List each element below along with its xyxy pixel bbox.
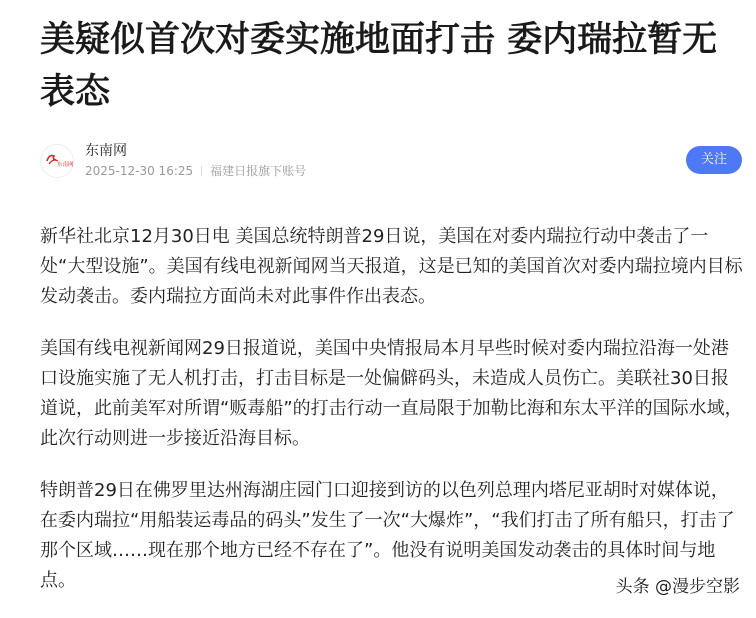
source-affiliation: 福建日报旗下账号 (210, 164, 307, 178)
watermark: 头条 @漫步空影 (615, 577, 740, 597)
follow-button[interactable]: 关注 (686, 146, 742, 174)
source-name[interactable]: 东南网 (85, 143, 127, 159)
article-title: 美疑似首次对委实施地面打击 委内瑞拉暂无表态 (40, 20, 718, 112)
source-logo-icon (44, 148, 74, 174)
meta-divider (201, 166, 202, 176)
article-body (40, 222, 746, 618)
source-logo-text: 东南网 (57, 162, 74, 168)
article-paragraph: 美国有线电视新闻网29日报道说，美国中央情报局本月早些时候对委内瑞拉沿海一处港口设施实施了无人机打击，打击目标是一处偏僻码头，未造成人员伤亡。美联社30日报道说，此前美军对所谓“贩毒船”的打击行动一直局限于加勒比海和东太平洋的国际水域，此次行动则进一步接近沿海目标。 (40, 338, 743, 449)
article-meta (85, 162, 306, 180)
article-paragraph: 特朗普29日在佛罗里达州海湖庄园门口迎接到访的以色列总理内塔尼亚胡时对媒体说，在委内瑞拉“用船装运毒品的码头”发生了一次“大爆炸”，“我们打击了所有船只，打击了那个区域……现在那个地方已经不存在了”。他没有说明美国发动袭击的具体时间与地点。 (40, 480, 735, 591)
author-row (40, 140, 744, 184)
source-avatar[interactable] (40, 144, 74, 178)
publish-time: 2025-12-30 16:25 (85, 164, 194, 178)
article-paragraph: 新华社北京12月30日电 美国总统特朗普29日说，美国在对委内瑞拉行动中袭击了一处“大型设施”。美国有线电视新闻网当天报道，这是已知的美国首次对委内瑞拉境内目标发动袭击。委内瑞拉方面尚未对此事件作出表态。 (40, 226, 743, 307)
